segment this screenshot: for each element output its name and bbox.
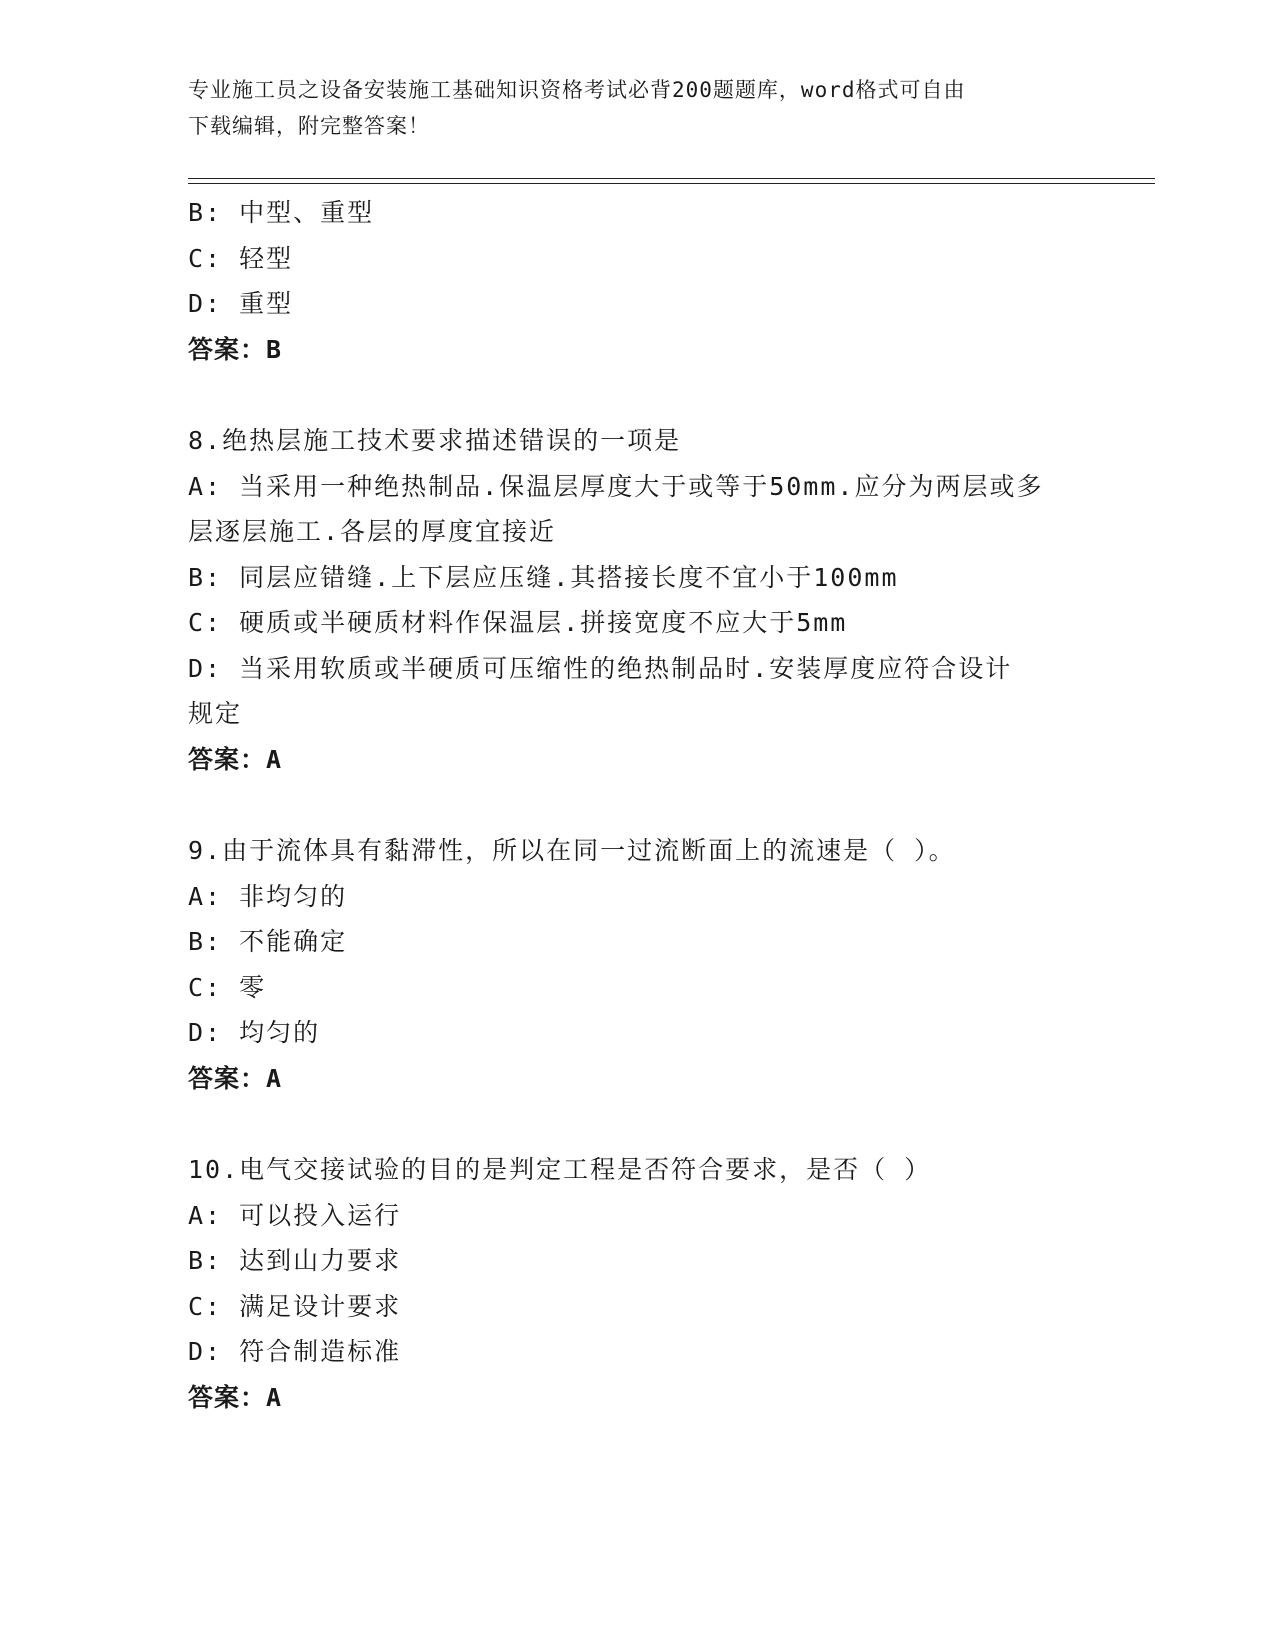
question-10-block — [188, 1147, 1088, 1420]
question-10-option-c: C: 满足设计要求 — [188, 1291, 402, 1321]
question-7-option-c: C: 轻型 — [188, 243, 294, 273]
header-divider-bottom — [188, 183, 1155, 184]
spacer — [188, 1101, 1088, 1147]
question-8-option-c: C: 硬质或半硬质材料作保温层.拼接宽度不应大于5mm — [188, 608, 848, 637]
question-8-text: 8.绝热层施工技术要求描述错误的一项是 — [188, 426, 682, 455]
question-10-option-a: A: 可以投入运行 — [188, 1200, 402, 1230]
question-7-block — [188, 190, 1088, 372]
question-8-answer: 答案：A — [188, 744, 283, 774]
spacer — [188, 782, 1088, 828]
question-10-option-b: B: 达到山力要求 — [188, 1246, 402, 1275]
question-10-option-d: D: 符合制造标准 — [188, 1337, 402, 1366]
question-7-answer: 答案：B — [188, 334, 283, 364]
question-8-option-d-line-1: D: 当采用软质或半硬质可压缩性的绝热制品时.安装厚度应符合设计 — [188, 653, 1013, 683]
question-9-option-a: A: 非均匀的 — [188, 881, 348, 911]
question-10-text: 10.电气交接试验的目的是判定工程是否符合要求，是否（ ） — [188, 1155, 932, 1184]
question-7-option-b: B: 中型、重型 — [188, 198, 375, 227]
question-9-option-b: B: 不能确定 — [188, 927, 348, 956]
header-line-2: 下载编辑，附完整答案！ — [188, 114, 430, 138]
question-8-option-a-line-1: A: 当采用一种绝热制品.保温层厚度大于或等于50mm.应分为两层或多 — [188, 471, 1044, 501]
question-9-answer: 答案：A — [188, 1063, 283, 1093]
question-8-block — [188, 418, 1088, 782]
header-line-1: 专业施工员之设备安装施工基础知识资格考试必背200题题库，word格式可自由 — [188, 78, 966, 102]
question-7-option-d: D: 重型 — [188, 289, 294, 318]
question-8-option-d-line-2: 规定 — [188, 699, 243, 728]
question-9-text: 9.由于流体具有黏滞性，所以在同一过流断面上的流速是（ ）。 — [188, 836, 956, 865]
question-content — [188, 190, 1088, 1420]
document-header — [188, 72, 1088, 144]
question-8-option-a-line-2: 层逐层施工.各层的厚度宜接近 — [188, 517, 557, 546]
header-divider-top — [188, 178, 1155, 179]
question-9-option-c: C: 零 — [188, 972, 267, 1002]
spacer — [188, 372, 1088, 418]
question-9-block — [188, 828, 1088, 1101]
question-8-option-b: B: 同层应错缝.上下层应压缝.其搭接长度不宜小于100mm — [188, 562, 899, 592]
question-10-answer: 答案：A — [188, 1382, 283, 1412]
question-9-option-d: D: 均匀的 — [188, 1018, 321, 1047]
